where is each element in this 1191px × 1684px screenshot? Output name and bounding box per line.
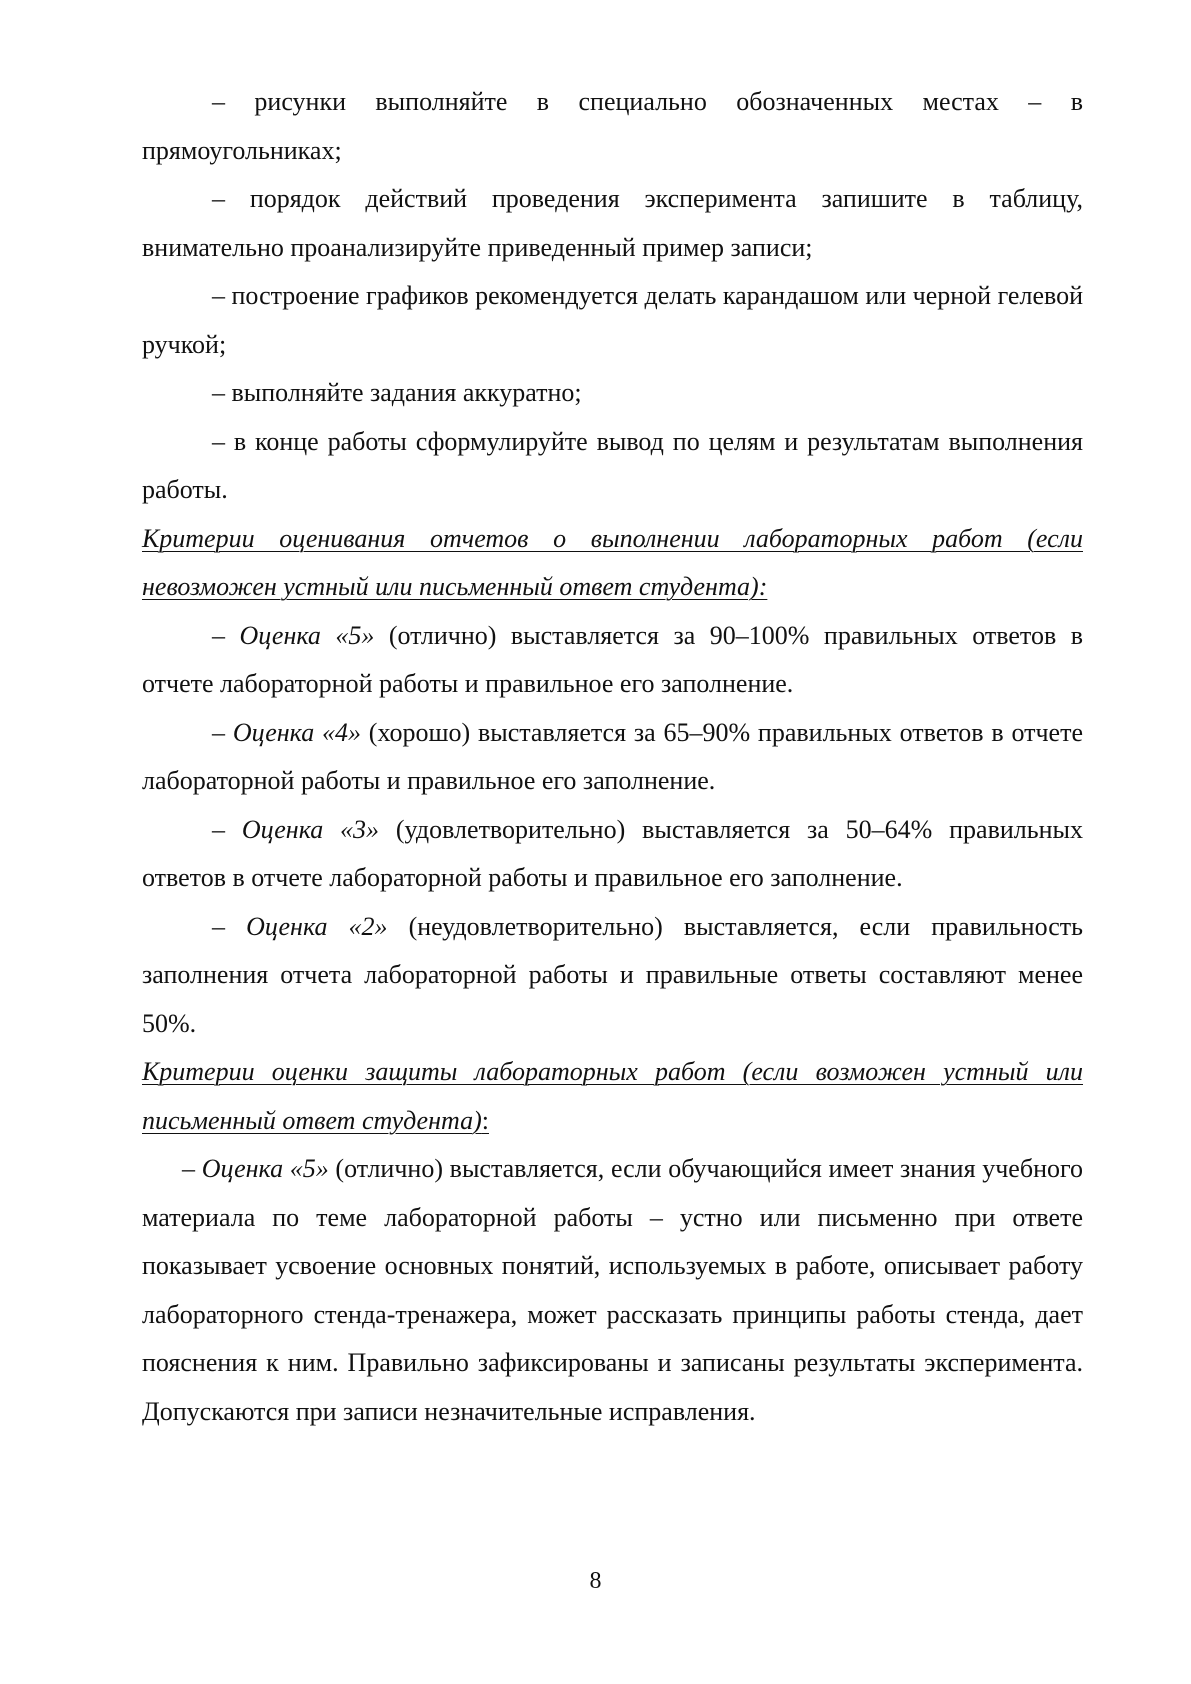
instruction-conclusion: – в конце работы сформулируйте вывод по целям и результатам выполнения работы. [142, 426, 1083, 504]
instruction-drawings: – рисунки выполняйте в специально обозначенных местах – в прямоугольниках; [142, 87, 1083, 165]
section-heading-report-criteria: Критерии оценивания отчетов о выполнении лабораторных работ (если невозможен устный или письменный ответ студента): [142, 523, 1083, 601]
grade-label: Оценка «4» [232, 717, 361, 747]
grade-item-3-report [142, 806, 1083, 903]
grade-label: Оценка «5» [201, 1154, 329, 1183]
page-content [142, 78, 1083, 1436]
heading-text: Критерии оценки защиты лабораторных работ (если возможен устный или письменный ответ студента) [142, 1057, 1083, 1135]
grade-dash: – [212, 620, 240, 650]
page-number: 8 [589, 1568, 602, 1594]
grade-label: Оценка «3» [241, 814, 380, 844]
grade-description: (хорошо) выставляется за 65–90% правильных ответов в отчете лабораторной работы и правильное его заполнение. [142, 717, 1083, 795]
instruction-graphs: – построение графиков рекомендуется делать карандашом или черной гелевой ручкой; [142, 281, 1083, 359]
grade-dash: – [212, 814, 242, 844]
grade-dash: – [182, 1154, 202, 1183]
grade-item-2-report [142, 903, 1083, 1049]
grade-description: (отлично) выставляется за 90–100% правильных ответов в отчете лабораторной работы и правильное его заполнение. [142, 620, 1083, 698]
grade-label: Оценка «2» [246, 911, 388, 941]
instruction-table: – порядок действий проведения эксперимента запишите в таблицу, внимательно проанализируйте приведенный пример записи; [142, 184, 1083, 262]
heading-colon: : [481, 1105, 489, 1135]
grade-dash: – [212, 717, 233, 747]
instruction-neatness: – выполняйте задания аккуратно; [212, 378, 582, 407]
section-heading-defense-criteria [142, 1048, 1083, 1145]
grade-item-5-report [142, 612, 1083, 709]
grade-item-4-report [142, 709, 1083, 806]
grade-description: (удовлетворительно) выставляется за 50–64% правильных ответов в отчете лабораторной работы и правильное его заполнение. [142, 814, 1083, 892]
grade-description: (отлично) выставляется, если обучающийся имеет знания учебного материала по теме лабораторной работы – устно или письменно при ответе показывает усвоение основных понятий, используемых в работе, описывает работу лабораторного стенда-тренажера, может рассказать принципы работы стенда, дает пояснения к ним. Правильно зафиксированы и записаны результаты эксперимента. Допускаются при записи незначительные исправления. [142, 1154, 1083, 1426]
grade-label: Оценка «5» [239, 620, 375, 650]
grade-item-5-defense [142, 1145, 1083, 1436]
grade-dash: – [212, 911, 247, 941]
grade-description: (неудовлетворительно) выставляется, если правильность заполнения отчета лабораторной работы и правильные ответы составляют менее 50%. [142, 911, 1083, 1038]
